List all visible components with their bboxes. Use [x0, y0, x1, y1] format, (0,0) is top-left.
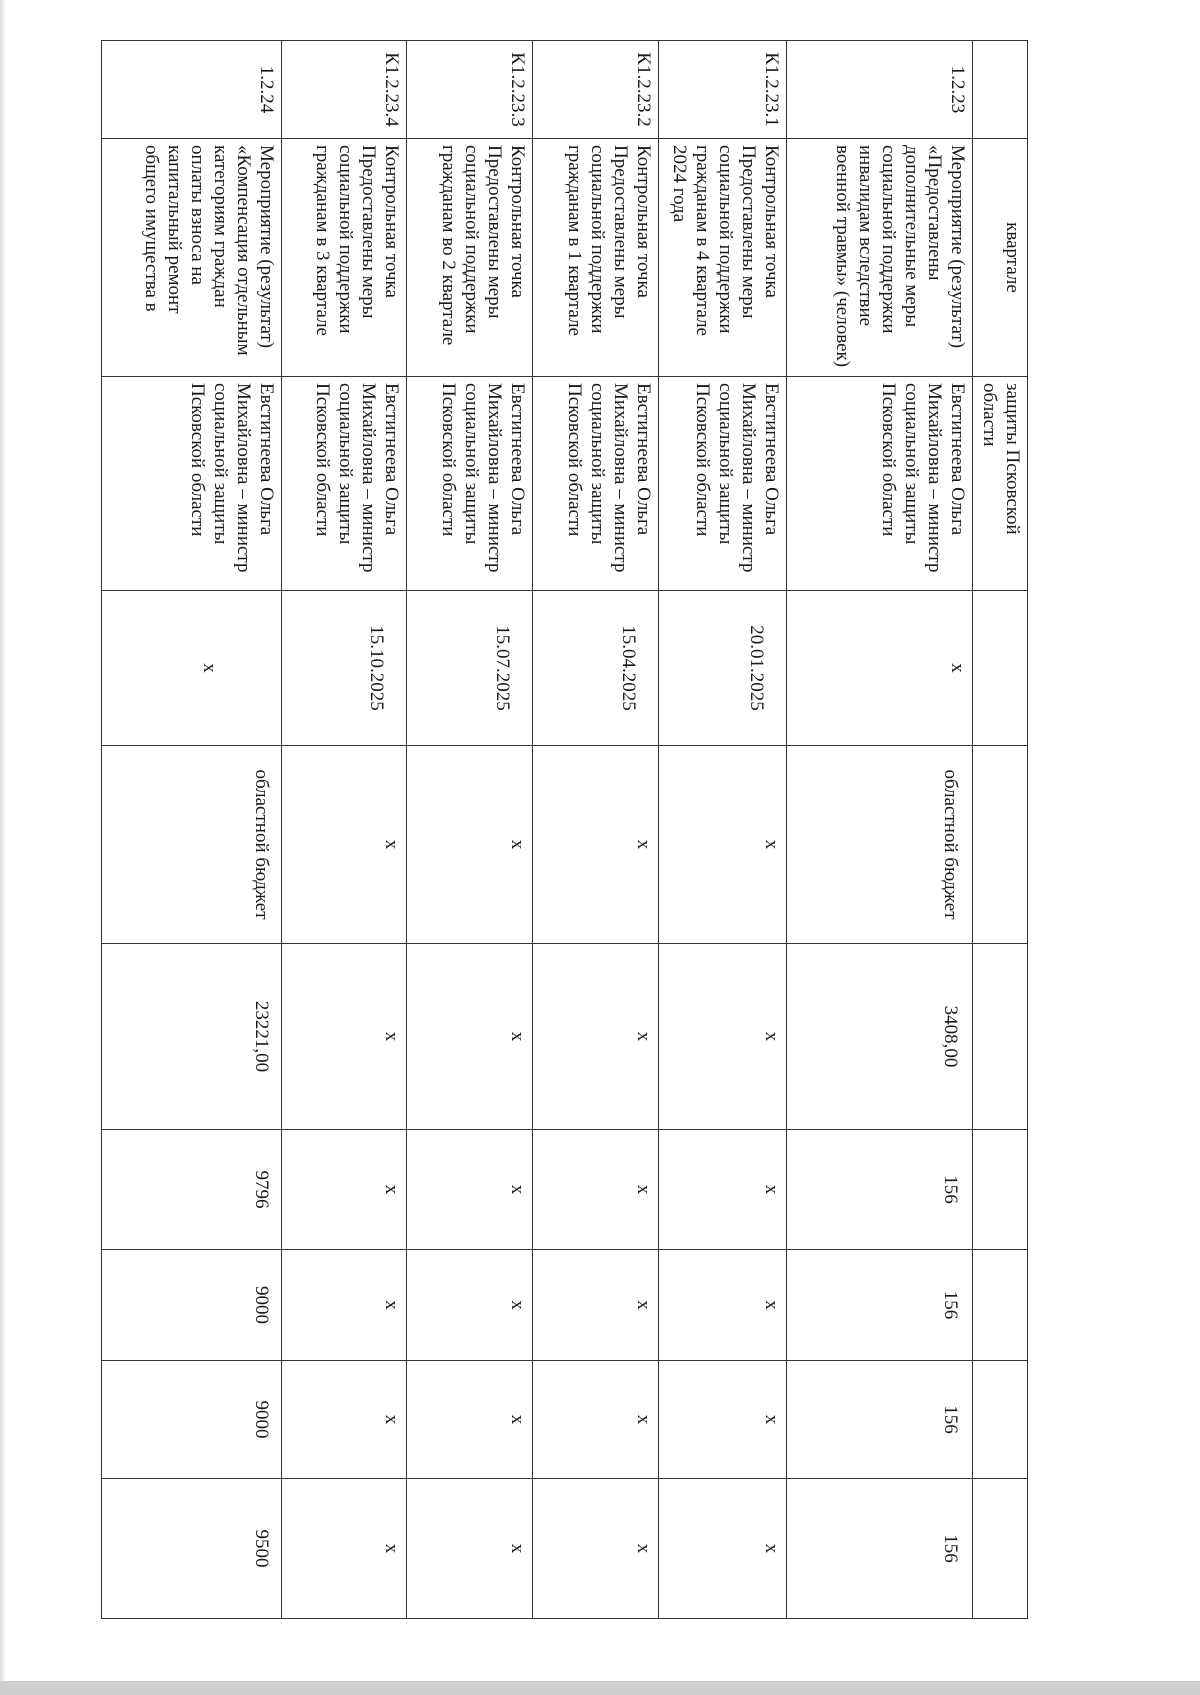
funding-source: x: [282, 746, 407, 944]
funding-amount: x: [659, 944, 787, 1130]
value-year-4: 156: [787, 1479, 973, 1619]
value-year-2: x: [659, 1250, 787, 1361]
scan-edge-bottom: [0, 1681, 1200, 1695]
value-year-3: x: [407, 1361, 533, 1479]
deadline-date: x: [102, 591, 282, 746]
scan-edge: [0, 0, 6, 1695]
value-year-1: x: [407, 1130, 533, 1250]
measures-table: [101, 40, 1028, 1619]
measure-name: Контрольная точка Предоставлены меры социальной поддержки гражданам во 2 квартале: [407, 139, 533, 377]
value-year-2: 156: [787, 1250, 973, 1361]
table-row: [102, 41, 282, 1619]
funding-source: [973, 746, 1028, 944]
deadline-date: 20.01.2025: [659, 591, 787, 746]
table-row: [973, 41, 1028, 1619]
measure-name: кварталe: [973, 139, 1028, 377]
value-year-2: x: [533, 1250, 659, 1361]
table-row: [533, 41, 659, 1619]
responsible-person: Евстигнеева Ольга Михайловна – министр социальной защиты Псковской области: [787, 377, 973, 591]
table-row: [282, 41, 407, 1619]
funding-amount: 23221,00: [102, 944, 282, 1130]
deadline-date: 15.07.2025: [407, 591, 533, 746]
deadline-date: 15.10.2025: [282, 591, 407, 746]
row-number: 1.2.24: [102, 41, 282, 139]
deadline-date: [973, 591, 1028, 746]
value-year-4: x: [282, 1479, 407, 1619]
value-year-4: 9500: [102, 1479, 282, 1619]
responsible-person: Евстигнеева Ольга Михайловна – министр социальной защиты Псковской области: [659, 377, 787, 591]
responsible-person: Евстигнеева Ольга Михайловна – министр социальной защиты Псковской области: [533, 377, 659, 591]
row-number: [973, 41, 1028, 139]
row-number: К1.2.23.3: [407, 41, 533, 139]
measure-name: Мероприятие (результат) «Компенсация отдельным категориям граждан оплаты взноса на капитальный ремонт общего имущества в: [102, 139, 282, 377]
funding-source: x: [659, 746, 787, 944]
value-year-4: x: [659, 1479, 787, 1619]
table-row: [787, 41, 973, 1619]
row-number: К1.2.23.1: [659, 41, 787, 139]
funding-amount: x: [533, 944, 659, 1130]
value-year-2: 9000: [102, 1250, 282, 1361]
responsible-person: Евстигнеева Ольга Михайловна – министр социальной защиты Псковской области: [282, 377, 407, 591]
value-year-2: x: [407, 1250, 533, 1361]
value-year-3: x: [533, 1361, 659, 1479]
deadline-date: x: [787, 591, 973, 746]
funding-source: x: [533, 746, 659, 944]
value-year-3: 9000: [102, 1361, 282, 1479]
value-year-1: x: [533, 1130, 659, 1250]
deadline-date: 15.04.2025: [533, 591, 659, 746]
measure-name: Контрольная точка Предоставлены меры социальной поддержки гражданам в 1 квартале: [533, 139, 659, 377]
value-year-1: x: [282, 1130, 407, 1250]
value-year-3: [973, 1361, 1028, 1479]
measure-name: Мероприятие (результат) «Предоставлены дополнительные меры социальной поддержки инвалидам вследствие военной травмы» (человек): [787, 139, 973, 377]
value-year-4: x: [533, 1479, 659, 1619]
value-year-3: x: [282, 1361, 407, 1479]
value-year-1: [973, 1130, 1028, 1250]
responsible-person: Евстигнеева Ольга Михайловна – министр социальной защиты Псковской области: [102, 377, 282, 591]
value-year-2: [973, 1250, 1028, 1361]
value-year-2: x: [282, 1250, 407, 1361]
row-number: К1.2.23.2: [533, 41, 659, 139]
rotated-page: [102, 40, 1028, 1618]
row-number: К1.2.23.4: [282, 41, 407, 139]
funding-amount: 3408,00: [787, 944, 973, 1130]
table-row: [659, 41, 787, 1619]
value-year-3: 156: [787, 1361, 973, 1479]
value-year-4: [973, 1479, 1028, 1619]
row-number: 1.2.23: [787, 41, 973, 139]
funding-source: областной бюджет: [787, 746, 973, 944]
measure-name: Контрольная точка Предоставлены меры социальной поддержки гражданам в 3 квартале: [282, 139, 407, 377]
funding-source: областной бюджет: [102, 746, 282, 944]
value-year-1: x: [659, 1130, 787, 1250]
funding-source: x: [407, 746, 533, 944]
measure-name: Контрольная точка Предоставлены меры социальной поддержки гражданам в 4 квартале 2024 года: [659, 139, 787, 377]
value-year-4: x: [407, 1479, 533, 1619]
funding-amount: x: [407, 944, 533, 1130]
funding-amount: x: [282, 944, 407, 1130]
value-year-1: 9796: [102, 1130, 282, 1250]
funding-amount: [973, 944, 1028, 1130]
responsible-person: Евстигнеева Ольга Михайловна – министр социальной защиты Псковской области: [407, 377, 533, 591]
value-year-1: 156: [787, 1130, 973, 1250]
responsible-person: защиты Псковской области: [973, 377, 1028, 591]
table-row: [407, 41, 533, 1619]
value-year-3: x: [659, 1361, 787, 1479]
